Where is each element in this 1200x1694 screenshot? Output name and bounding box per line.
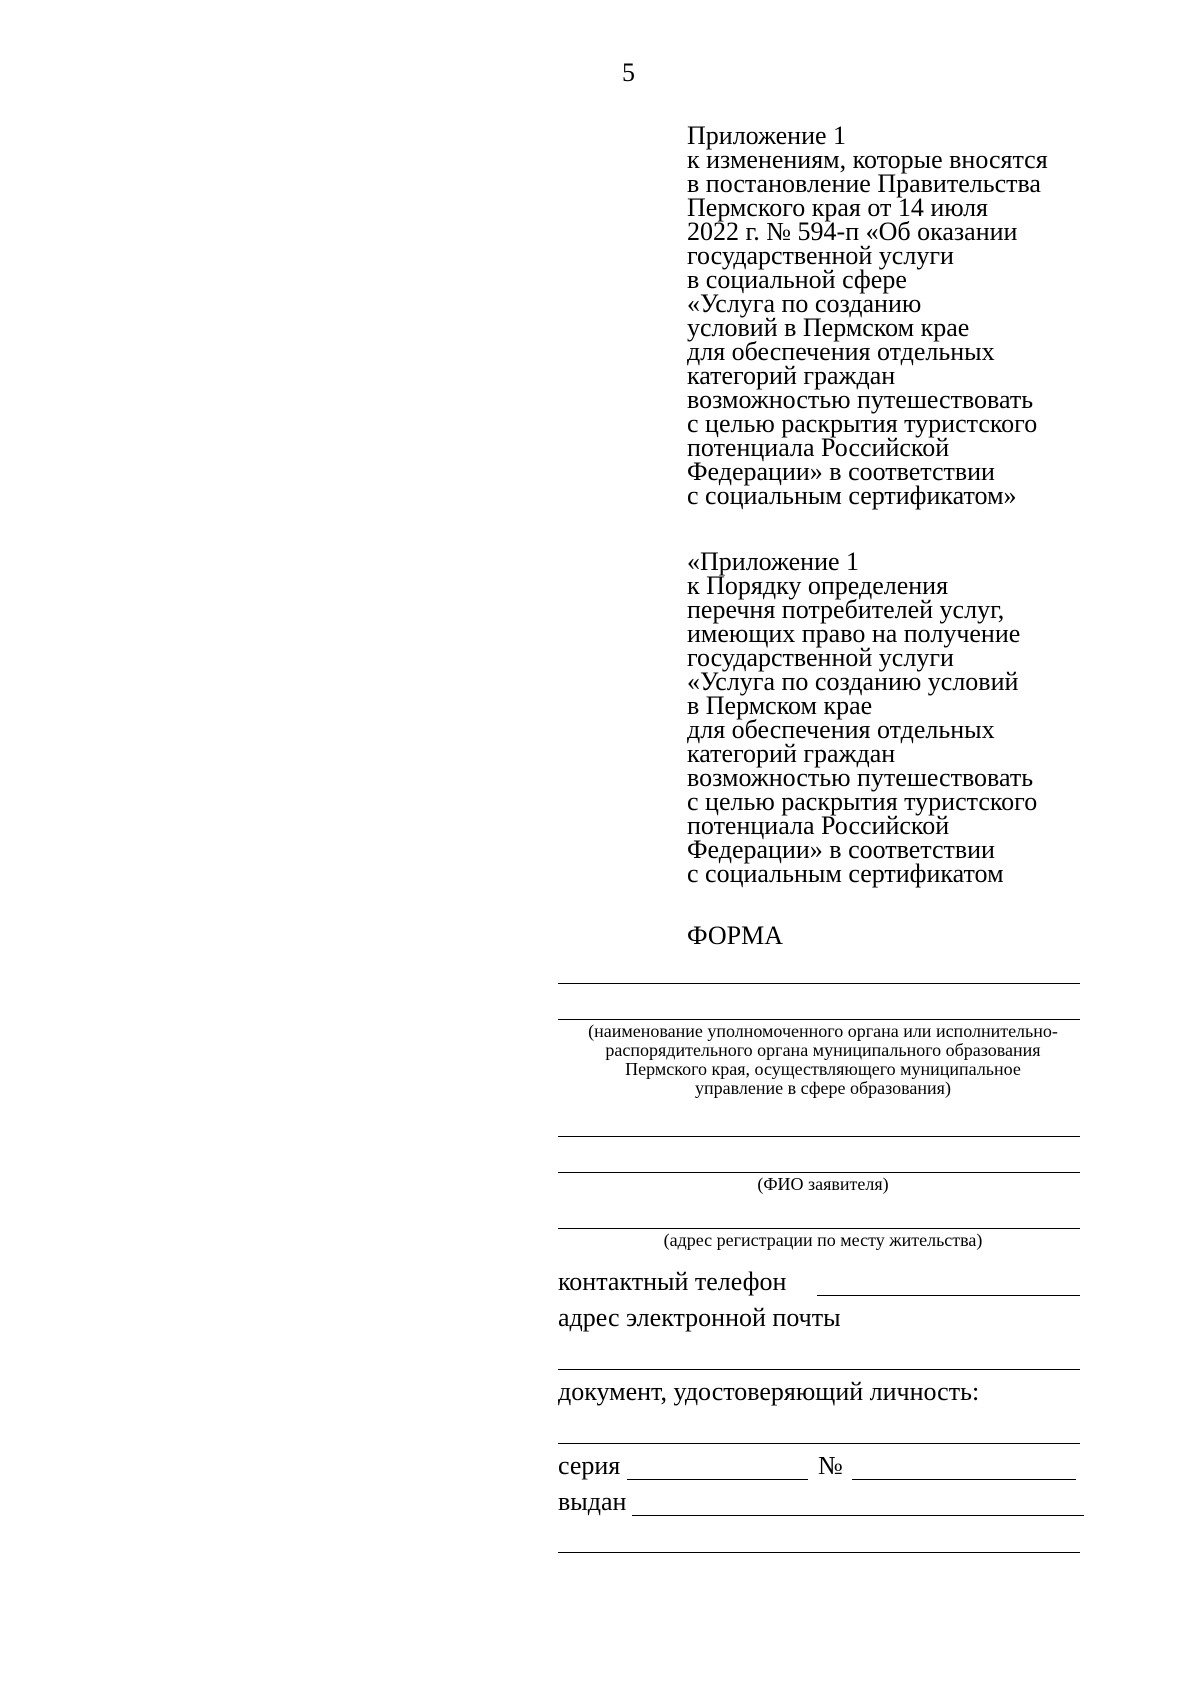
order-header bbox=[687, 547, 1107, 888]
appendix-header-line: возможностью путешествовать bbox=[687, 385, 1034, 414]
appendix-header-line: Пермского края от 14 июля bbox=[687, 193, 989, 222]
appendix-header-line: условий в Пермском крае bbox=[687, 313, 970, 342]
organ-caption-line: распорядительного органа муниципального образования bbox=[605, 1040, 1041, 1060]
organ-caption-line: управление в сфере образования) bbox=[695, 1078, 951, 1098]
order-header-line: потенциала Российской bbox=[687, 811, 950, 840]
appendix-header-line: 2022 г. № 594-п «Об оказании bbox=[687, 217, 1018, 246]
id-document-label: документ, удостоверяющий личность: bbox=[558, 1377, 980, 1406]
appendix-header-line: с целью раскрытия туристского bbox=[687, 409, 1038, 438]
order-header-line: возможностью путешествовать bbox=[687, 763, 1034, 792]
order-header-line: имеющих право на получение bbox=[687, 619, 1021, 648]
order-header-line: перечня потребителей услуг, bbox=[687, 595, 1005, 624]
form-title: ФОРМА bbox=[687, 921, 783, 950]
order-header-line: для обеспечения отдельных bbox=[687, 715, 995, 744]
appendix-header-line: к изменениям, которые вносятся bbox=[687, 145, 1048, 174]
order-header-line: в Пермском крае bbox=[687, 691, 873, 720]
page-number: 5 bbox=[622, 58, 635, 87]
order-header-line: с целью раскрытия туристского bbox=[687, 787, 1038, 816]
phone-line[interactable] bbox=[817, 1295, 1080, 1296]
applicant-fio-line-2[interactable] bbox=[558, 1172, 1080, 1173]
appendix-header-line: с социальным сертификатом» bbox=[687, 481, 1017, 510]
series-label: серия bbox=[558, 1451, 621, 1480]
order-header-line: государственной услуги bbox=[687, 643, 954, 672]
order-header-line: к Порядку определения bbox=[687, 571, 949, 600]
order-header-line: категорий граждан bbox=[687, 739, 896, 768]
organ-name-line-2[interactable] bbox=[558, 1019, 1080, 1020]
appendix-header-line: в социальной сфере bbox=[687, 265, 907, 294]
organ-caption-line: (наименование уполномоченного органа или исполнительно- bbox=[588, 1021, 1058, 1041]
order-header-line: Федерации» в соответствии bbox=[687, 835, 995, 864]
id-document-line[interactable] bbox=[558, 1443, 1080, 1444]
appendix-header-line: в постановление Правительства bbox=[687, 169, 1041, 198]
appendix-header-line: государственной услуги bbox=[687, 241, 954, 270]
appendix-header bbox=[687, 121, 1107, 510]
phone-label: контактный телефон bbox=[558, 1267, 787, 1296]
fio-caption: (ФИО заявителя) bbox=[757, 1174, 889, 1194]
issued-label: выдан bbox=[558, 1487, 627, 1516]
appendix-header-line: для обеспечения отдельных bbox=[687, 337, 995, 366]
address-caption: (адрес регистрации по месту жительства) bbox=[663, 1230, 983, 1250]
number-label: № bbox=[818, 1451, 843, 1480]
appendix-header-line: потенциала Российской bbox=[687, 433, 950, 462]
appendix-header-line: «Услуга по созданию bbox=[687, 289, 922, 318]
email-label: адрес электронной почты bbox=[558, 1303, 841, 1332]
order-header-line: «Приложение 1 bbox=[687, 547, 860, 576]
issued-line-1[interactable] bbox=[632, 1515, 1084, 1516]
organ-caption-line: Пермского края, осуществляющего муниципальное bbox=[625, 1059, 1021, 1079]
appendix-header-line: категорий граждан bbox=[687, 361, 896, 390]
organ-name-line-1[interactable] bbox=[558, 983, 1080, 984]
applicant-fio-line-1[interactable] bbox=[558, 1136, 1080, 1137]
address-line[interactable] bbox=[558, 1228, 1080, 1229]
email-line[interactable] bbox=[558, 1369, 1080, 1370]
order-header-line: «Услуга по созданию условий bbox=[687, 667, 1019, 696]
series-line[interactable] bbox=[627, 1479, 808, 1480]
organ-name-caption bbox=[558, 1022, 1088, 1098]
number-line[interactable] bbox=[852, 1479, 1076, 1480]
issued-line-2[interactable] bbox=[558, 1552, 1080, 1553]
appendix-header-line: Приложение 1 bbox=[687, 121, 847, 150]
order-header-line: с социальным сертификатом bbox=[687, 859, 1004, 888]
appendix-header-line: Федерации» в соответствии bbox=[687, 457, 995, 486]
